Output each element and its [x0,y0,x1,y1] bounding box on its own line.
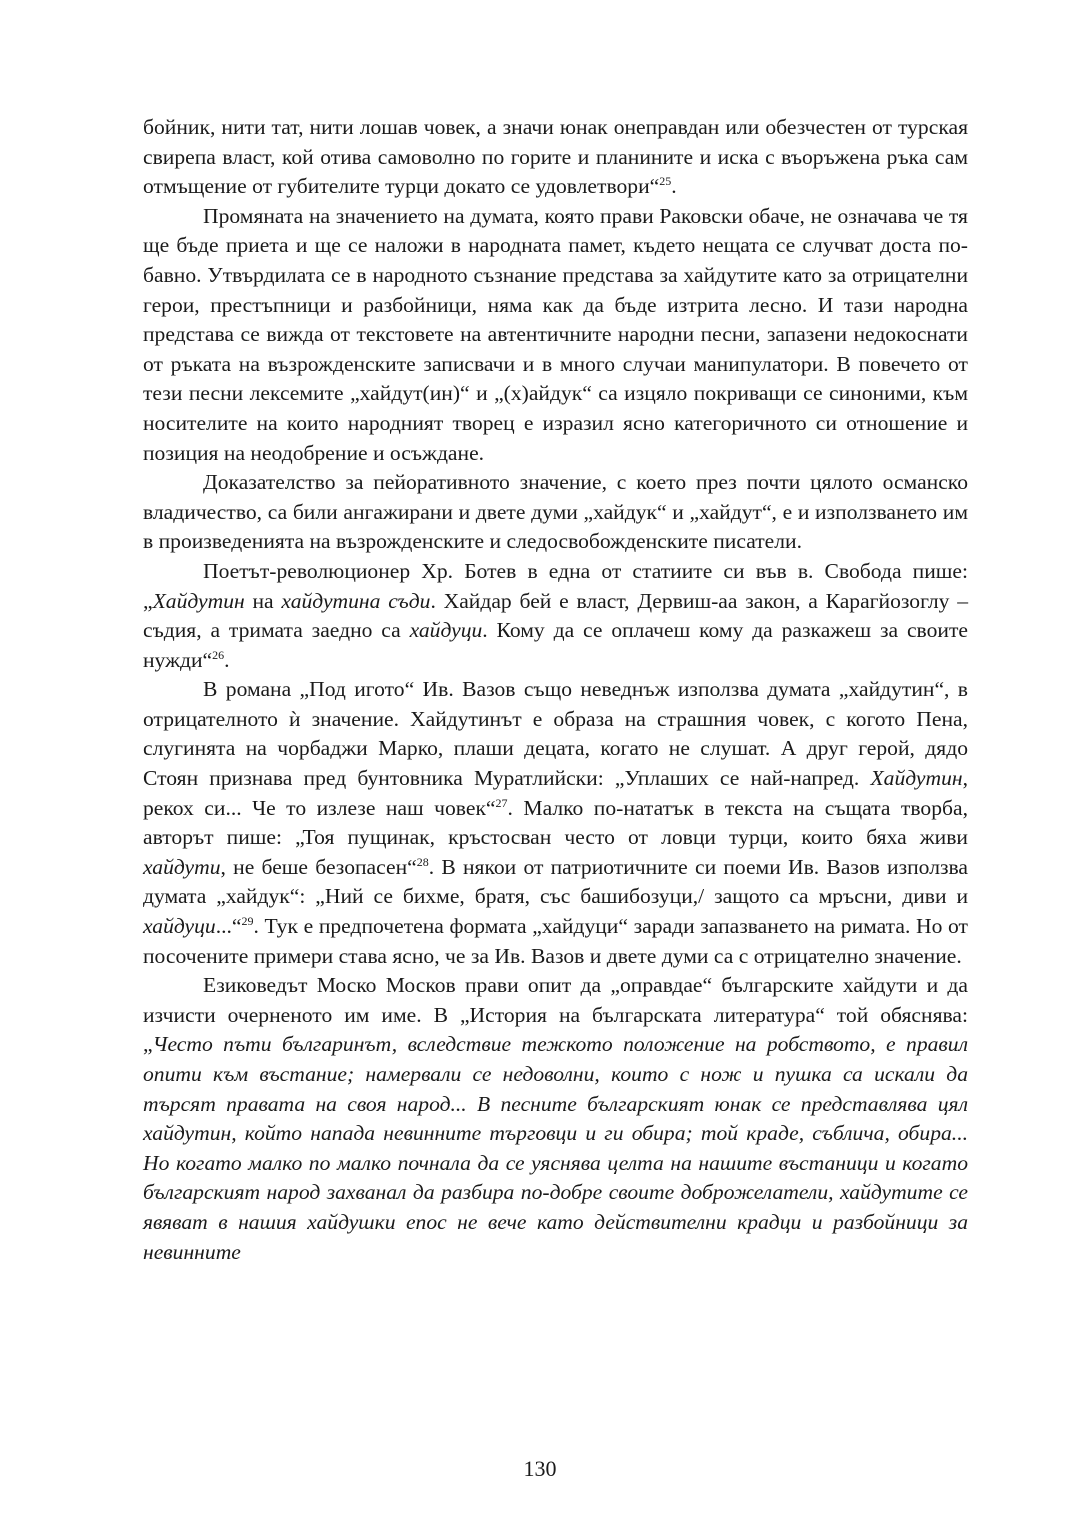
italic-text: хайдутина [281,588,381,613]
paragraph [143,675,968,971]
text-run: В романа „Под игото“ Ив. Вазов също неведнъж използва думата „хайдутин“, в отрицателното ѝ значение. Хайдутинът е образа на страшния човек, с когото Пена, слугинята на чорбаджи Марко, плаши децата, когато не слушат. А друг герой, дядо Стоян признава пред бунтовника Муратлийски: „Уплаших се най-напред. [143,677,968,791]
footnote-ref: 27 [495,795,508,810]
italic-text: Хайдутин [152,588,245,613]
italic-text: хайдути [143,854,221,879]
footnote-ref: 26 [212,647,225,662]
text-run: . Кому да се оплачеш кому да разкажеш за своите нужди“ [143,618,968,672]
paragraph [143,113,968,202]
text-run: . Тук е предпочетена формата „хайдуци“ заради запазването на римата. Но от посочените примери става ясно, че за Ив. Вазов и двете думи са с отрицателно значение. [143,914,968,968]
text-run: Езиковедът Моско Москов прави опит да „оправдае“ българските хайдути и да изчисти очерненото им име. В „История на българската литература“ той обяснява: „ [143,973,968,1057]
text-run: . Хайдар бей е власт, Дервиш-аа закон, а Карагйозоглу – съдия, а тримата заедно са [143,588,968,643]
footnote-ref: 25 [659,174,672,189]
text-run: бойник, нити тат, нити лошав човек, а значи юнак онеправдан или обезчестен от турская свирепа власт, кой отива самоволно по горите и планините и иска с въоръжена ръка сам отмъщение от губителите турци докато се удовлетвори“ [143,115,968,199]
italic-text: хайдуци [409,618,483,643]
paragraph [143,557,968,675]
text-run: на [244,588,282,613]
italic-text: хайдуци [143,914,216,939]
text-run: , не беше безопасен“ [220,854,417,879]
page-number: 130 [523,1456,557,1481]
italic-text: Хайдутин [870,766,963,791]
italic-text: съди [388,588,431,613]
text-run: ...“ [215,914,242,939]
text-run: Промяната на значението на думата, която прави Раковски обаче, не означава че тя ще бъде приета и ще се наложи в народната памет, където нещата се случват доста по-бавно. Утвърдилата се в народното съзнание представа за хайдутите като за отрицателни герои, престъпници и разбойници, няма как да бъде изтрита лесно. И тази народна представа се вижда от текстовете на автентичните народни песни, запазени недокоснати от ръката на възрожденските записвачи и в много случаи манипулатори. В повечето от тези песни лексемите „хайдут(ин)“ и „(х)айдук“ са изцяло покриващи се синоними, към носителите на които народният творец е изразил ясно категоричното си отношение и позиция на неодобрение и осъждане. [143,203,968,465]
paragraph [143,971,968,1267]
paragraph [143,468,968,557]
text-run: , рекох си... Че то излезе наш човек“ [143,766,968,820]
text-run: Доказателство за пейоративното значение, с което през почти цялото османско владичество, са били ангажирани и двете думи „хайдук“ и „хайдут“, е и използването им в произведенията на възрожденските и следосвобожденските писатели. [143,470,968,554]
italic-text: Често пъти българинът, вследствие тежкото положение на робството, е правил опити към въстание; намервали се недоволни, които с нож и пушка са искали да търсят правата на своя народ... В песните българският юнак се представлява цял хайдутин, който напада невинните търговци и ги обира; той краде, съблича, обира... Но когато малко по малко почнала да се уяснява целта на нашите въстаници и когато българският народ захванал да разбира по-добре своите доброжелатели, хайдутите се явяват в нашия хайдушки епос не вече като действителни крадци и разбойници за невинните [143,1032,968,1264]
text-run: . [671,174,677,199]
text-run: . [224,647,230,672]
footnote-ref: 28 [416,854,429,869]
text-run: Поетът-революционер Хр. Ботев в една от статиите си във в. Свобода пише: „ [143,558,968,613]
text-run: . В някои от патриотичните си поеми Ив. Вазов използва думата „хайдук“: „Ний се бихме, братя, със башибозуци,/ защото са мръсни, диви и [143,854,969,909]
footnote-ref: 29 [241,914,254,929]
body-text [143,113,968,1267]
paragraph [143,202,968,468]
text-run: . Малко по-нататък в текста на същата творба, авторът пише: „Тоя пущинак, кръстосван често от ловци турци, които бяха живи [143,795,968,850]
